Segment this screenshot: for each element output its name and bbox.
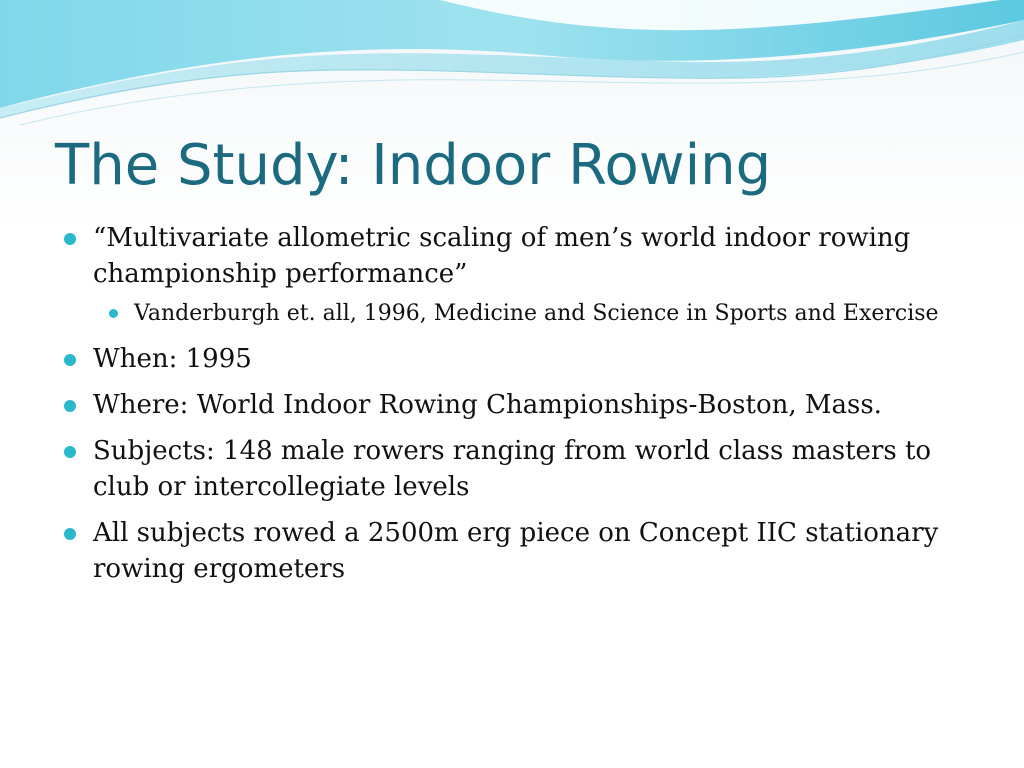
header-wave-decoration [0, 0, 1024, 140]
bullet-text: When: 1995 [93, 344, 252, 374]
sub-bullet-text: Vanderburgh et. all, 1996, Medicine and Science in Sports and Exercise [134, 301, 939, 326]
sub-bullet-item [93, 297, 984, 331]
bullet-dot-icon [64, 446, 76, 458]
sub-bullet-list [93, 297, 984, 331]
sub-bullet-dot-icon [109, 309, 118, 318]
bullet-dot-icon [64, 233, 76, 245]
slide-title: The Study: Indoor Rowing [55, 133, 772, 198]
bullet-item [64, 515, 984, 587]
bullet-item [64, 433, 984, 505]
bullet-text: All subjects rowed a 2500m erg piece on Concept IIC stationary rowing ergometers [93, 518, 939, 584]
bullet-text: Where: World Indoor Rowing Championships-Boston, Mass. [93, 390, 882, 420]
bullet-text: Subjects: 148 male rowers ranging from world class masters to club or intercollegiate levels [93, 436, 932, 502]
bullet-item [64, 387, 984, 423]
bullet-dot-icon [64, 400, 76, 412]
bullet-item [64, 341, 984, 377]
bullet-dot-icon [64, 528, 76, 540]
bullet-list [64, 220, 984, 597]
bullet-text: “Multivariate allometric scaling of men’s world indoor rowing championship performance” [93, 223, 911, 289]
bullet-item [64, 220, 984, 331]
bullet-dot-icon [64, 354, 76, 366]
